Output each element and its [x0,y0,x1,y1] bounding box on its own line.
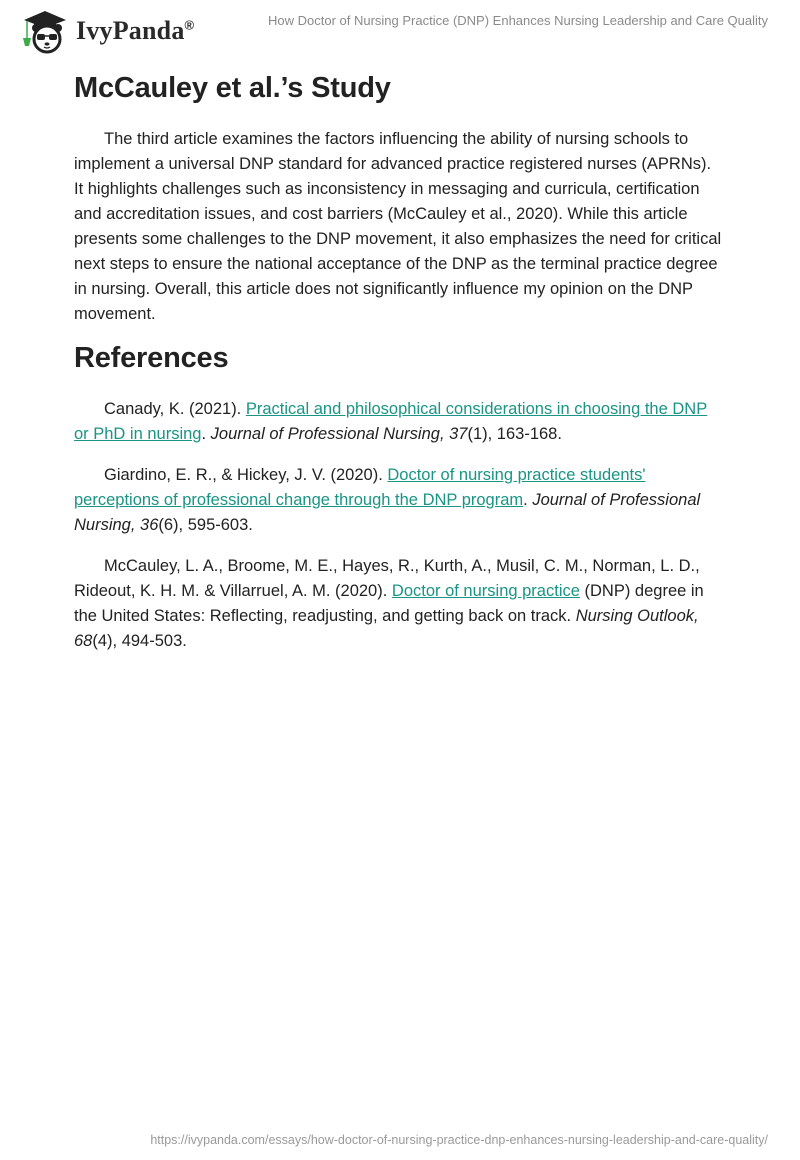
logo-text: IvyPanda® [76,16,195,45]
footer-url[interactable]: https://ivypanda.com/essays/how-doctor-of-nursing-practice-dnp-enhances-nursing-leadership-and-care-quality/ [150,1133,768,1147]
reference-item: Giardino, E. R., & Hickey, J. V. (2020). Doctor of nursing practice students' perceptions of professional change through the DNP program. Journal of Professional Nursing, 36(6), 595-603. [74,466,701,534]
section-heading-mccauley-study: McCauley et al.’s Study [74,72,391,104]
reference-link[interactable]: Doctor of nursing practice students' perceptions of professional change through the DNP program [74,466,646,509]
references-heading: References [74,342,229,374]
reference-link[interactable]: Practical and philosophical considerations in choosing the DNP or PhD in nursing [74,400,708,443]
section-paragraph: The third article examines the factors influencing the ability of nursing schools to implement a universal DNP standard for advanced practice registered nurses (APRNs). It highlights challenges such as inconsistency in messaging and curricula, certification and accreditation issues, and cost barriers (McCauley et al., 2020). While this article presents some challenges to the DNP movement, it also emphasizes the need for critical next steps to ensure the national acceptance of the DNP as the terminal practice degree in nursing. Overall, this article does not significantly influence my opinion on the DNP movement. [74,130,722,323]
document-body [74,72,724,670]
reference-item: Canady, K. (2021). Practical and philosophical considerations in choosing the DNP or PhD in nursing. Journal of Professional Nursing, 37(1), 163-168. [74,400,708,443]
document-title: How Doctor of Nursing Practice (DNP) Enhances Nursing Leadership and Care Quality [268,13,768,28]
reference-item: McCauley, L. A., Broome, M. E., Hayes, R., Kurth, A., Musil, C. M., Norman, L. D., Rideout, K. H. M. & Villarruel, A. M. (2020). Doctor of nursing practice (DNP) degree in the United States: Reflecting, readjusting, and getting back on track. Nursing Outlook, 68(4), 494-503. [74,557,704,650]
ivypanda-logo[interactable] [20,8,194,54]
reference-link[interactable]: Doctor of nursing practice [391,582,580,600]
panda-graduate-icon [20,8,70,54]
